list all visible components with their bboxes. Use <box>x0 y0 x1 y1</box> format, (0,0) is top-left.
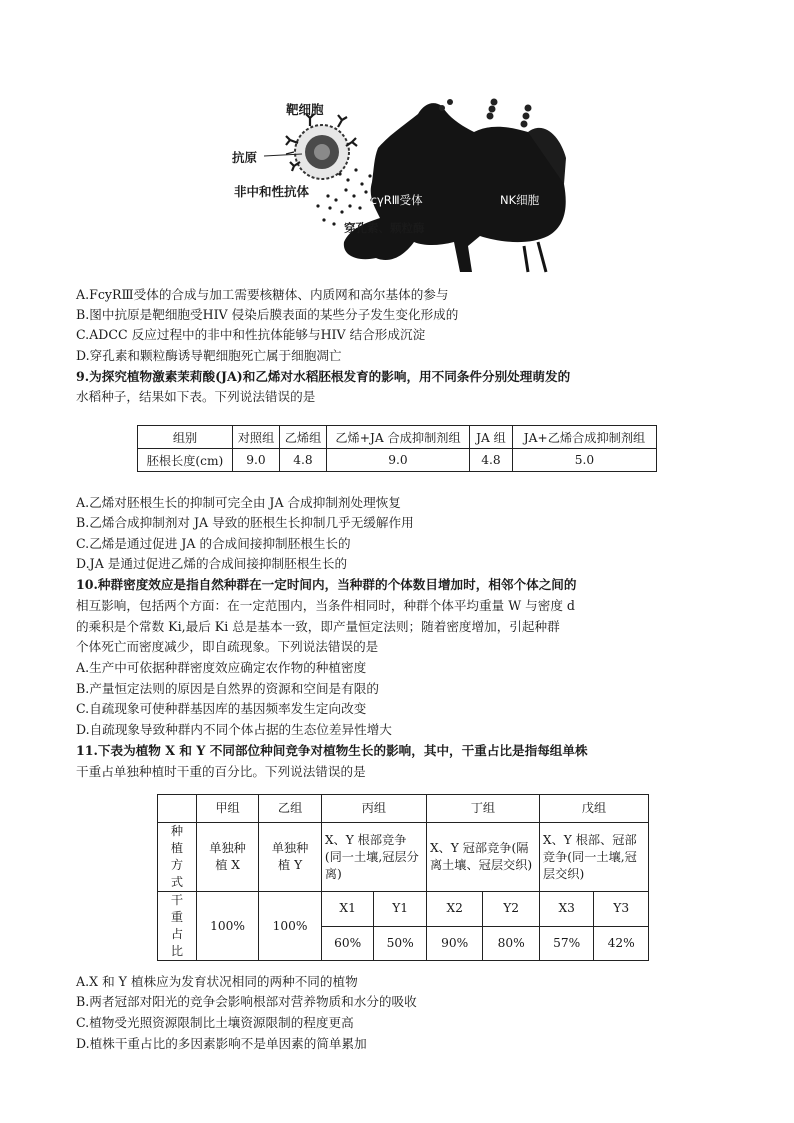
table-cell: 种植方式 <box>158 823 197 892</box>
q10-stem-line-2: 相互影响，包括两个方面：在一定范围内，当条件相同时，种群个体平均重量 W 与密度 d <box>76 598 575 613</box>
table-header-cell: 戊组 <box>539 795 648 823</box>
table-cell: 干重占比 <box>158 892 197 961</box>
label-receptor: FcγRⅢ受体 <box>364 193 423 207</box>
table-row <box>158 892 649 927</box>
q9-option-b: B.乙烯合成抑制剂对 JA 导致的胚根生长抑制几乎无缓解作用 <box>76 515 414 530</box>
table-cell: X、Y 根部竞争(同一土壤,冠层分离) <box>321 823 426 892</box>
table-header-cell: JA+乙烯合成抑制剂组 <box>513 426 657 449</box>
table-header-cell: 甲组 <box>196 795 259 823</box>
table-cell: 单独种植 X <box>196 823 259 892</box>
table-cell: 4.8 <box>280 449 327 472</box>
table-row <box>138 426 657 449</box>
table-cell: 100% <box>259 892 322 961</box>
q10-option-b: B.产量恒定法则的原因是自然界的资源和空间是有限的 <box>76 681 379 696</box>
q8-option-b: B.图中抗原是靶细胞受HIV 侵染后膜表面的某些分子发生变化形成的 <box>76 307 459 322</box>
q8-option-a: A.FcyRⅢ受体的合成与加工需要核糖体、内质网和高尔基体的参与 <box>76 287 449 302</box>
table-cell: Y1 <box>374 892 427 927</box>
table-cell: 9.0 <box>327 449 470 472</box>
q11-option-d: D.植株干重占比的多因素影响不是单因素的简单累加 <box>76 1036 367 1051</box>
q11-option-b: B.两者冠部对阳光的竞争会影响根部对营养物质和水分的吸收 <box>76 994 417 1009</box>
q10-option-a: A.生产中可依据种群密度效应确定农作物的种植密度 <box>76 660 367 675</box>
table-cell: 42% <box>594 926 649 961</box>
table-cell: 5.0 <box>513 449 657 472</box>
table-row <box>158 823 649 892</box>
q9-option-c: C.乙烯是通过促进 JA 的合成间接抑制胚根生长的 <box>76 536 351 551</box>
table-cell: 100% <box>196 892 259 961</box>
q9-option-a: A.乙烯对胚根生长的抑制可完全由 JA 合成抑制剂处理恢复 <box>76 495 401 510</box>
table-header-cell: 乙烯+JA 合成抑制剂组 <box>327 426 470 449</box>
table-header-cell: 乙烯组 <box>280 426 327 449</box>
q11-stem-line-2: 干重占单独种植时干重的百分比。下列说法错误的是 <box>76 764 366 779</box>
table-cell: 胚根长度(cm) <box>138 449 233 472</box>
q9-stem-line-1: 9.为探究植物激素茉莉酸(JA)和乙烯对水稻胚根发育的影响，用不同条件分别处理萌发的 <box>76 369 571 384</box>
table-header-cell: 对照组 <box>233 426 280 449</box>
table-cell: Y3 <box>594 892 649 927</box>
table-row <box>138 449 657 472</box>
q10-stem-line-4: 个体死亡而密度减少，即自疏现象。下列说法错误的是 <box>76 639 379 654</box>
q9-option-d: D.JA 是通过促进乙烯的合成间接抑制胚根生长的 <box>76 556 348 571</box>
label-perforin: 穿孔素、颗粒酶 <box>344 221 425 235</box>
q8-option-d: D.穿孔素和颗粒酶诱导靶细胞死亡属于细胞凋亡 <box>76 348 342 363</box>
table-cell: X、Y 冠部竞争(隔离土壤、冠层交织) <box>426 823 539 892</box>
table-header-cell: 丁组 <box>426 795 539 823</box>
table-cell: 9.0 <box>233 449 280 472</box>
table-cell: 4.8 <box>470 449 513 472</box>
label-antigen: 抗原 <box>232 150 258 165</box>
table-header-cell: 乙组 <box>259 795 322 823</box>
label-antibody: 非中和性抗体 <box>234 184 310 199</box>
table-cell: X、Y 根部、冠部竞争(同一土壤,冠层交织) <box>539 823 648 892</box>
q11-stem-line-1: 11.下表为植物 X 和 Y 不同部位种间竞争对植物生长的影响，其中，干重占比是指每组单株 <box>76 743 588 758</box>
q9-table <box>137 425 657 472</box>
q11-table <box>157 794 649 961</box>
table-cell: X1 <box>321 892 374 927</box>
q10-stem-line-3: 的乘积是个常数 Ki,最后 Ki 总是基本一致，即产量恒定法则；随着密度增加，引起种群 <box>76 619 560 634</box>
table-cell: 90% <box>426 926 482 961</box>
table-header-cell: 丙组 <box>321 795 426 823</box>
label-nk-cell: NK细胞 <box>500 193 540 207</box>
target-cell <box>286 114 357 179</box>
q11-option-c: C.植物受光照资源限制比土壤资源限制的程度更高 <box>76 1015 354 1030</box>
table-cell: X2 <box>426 892 482 927</box>
q8-option-c: C.ADCC 反应过程中的非中和性抗体能够与HIV 结合形成沉淀 <box>76 327 426 342</box>
q11-option-a: A.X 和 Y 植株应为发育状况相同的两种不同的植物 <box>76 974 358 989</box>
q10-option-d: D.自疏现象导致种群内不同个体占据的生态位差异性增大 <box>76 722 392 737</box>
table-cell: 80% <box>483 926 539 961</box>
table-cell: Y2 <box>483 892 539 927</box>
q9-stem-line-2: 水稻种子，结果如下表。下列说法错误的是 <box>76 389 316 404</box>
table-cell: 50% <box>374 926 427 961</box>
table-row <box>158 795 649 823</box>
table-header-cell: 组别 <box>138 426 233 449</box>
table-header-cell: JA 组 <box>470 426 513 449</box>
q10-stem-line-1: 10.种群密度效应是指自然种群在一定时间内，当种群的个体数目增加时，相邻个体之间的 <box>76 577 577 592</box>
label-target-cell: 靶细胞 <box>286 102 324 117</box>
table-cell: 单独种植 Y <box>259 823 322 892</box>
table-cell: X3 <box>539 892 594 927</box>
q10-option-c: C.自疏现象可使种群基因库的基因频率发生定向改变 <box>76 701 367 716</box>
adcc-figure <box>228 96 576 276</box>
table-cell: 57% <box>539 926 594 961</box>
nk-cell-shape <box>344 103 566 272</box>
table-cell: 60% <box>321 926 374 961</box>
